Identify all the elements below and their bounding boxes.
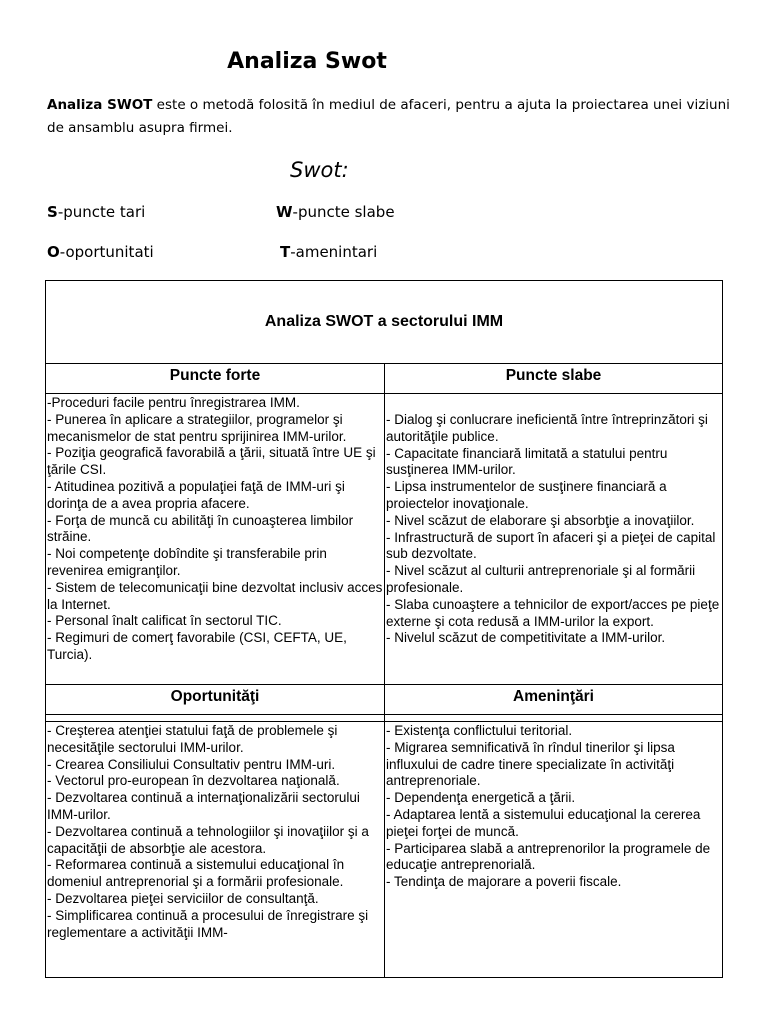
list-item: - Lipsa instrumentelor de susţinere financiară a proiectelor inovaţionale.: [386, 479, 667, 511]
list-item: - Creşterea atenţiei statului faţă de problemele şi necesităţile sectorului IMM-urilor.: [47, 723, 338, 755]
list-item: - Simplificarea continuă a procesului de înregistrare şi reglementare a activităţii IMM-: [47, 907, 369, 940]
list-item: - Participarea slabă a antreprenorilor la programele de educaţie antreprenorială.: [386, 840, 711, 873]
list-item: - Nivelul scăzut de competitivitate a IMM-urilor.: [386, 630, 666, 646]
list-item: - Dezvoltarea pieţei serviciilor de consultanţă.: [47, 890, 319, 906]
legend-w-letter: W: [276, 203, 293, 221]
legend-w-text: -puncte slabe: [292, 203, 395, 221]
list-item: - Crearea Consiliului Consultativ pentru IMM-uri.: [47, 756, 336, 772]
table-title: Analiza SWOT a sectorului IMM: [46, 281, 722, 364]
opportunities-list: [46, 722, 384, 977]
swot-table: [45, 280, 723, 978]
list-item: - Sistem de telecomunicaţii bine dezvoltat inclusiv acces la Internet.: [47, 579, 383, 612]
list-item: -Proceduri facile pentru înregistrarea IMM.: [47, 395, 300, 410]
list-item: - Infrastructură de suport în afaceri şi a pieţei de capital sub dezvoltate.: [386, 529, 716, 562]
content-row-opportunities-threats: [46, 722, 722, 977]
list-item: - Existenţa conflictului teritorial.: [386, 723, 573, 738]
intro-paragraph: [47, 94, 737, 140]
swot-heading: Swot:: [290, 158, 349, 182]
opportunities-header: Oportunităţi: [170, 688, 260, 705]
legend-t-letter: T: [280, 243, 291, 261]
list-item: - Slaba cunoaştere a tehnicilor de export/acces pe pieţe externe şi cota redusă a IMM-urilor la export.: [386, 596, 720, 629]
strengths-list: [46, 394, 384, 684]
list-item: - Regimuri de comerţ favorabile (CSI, CEFTA, UE, Turcia).: [47, 630, 347, 662]
list-item: - Personal înalt calificat în sectorul TIC.: [47, 613, 282, 629]
intro-text: este o metodă folosită în mediul de afaceri, pentru a ajuta la proiectarea unei viziuni de ansamblu asupra firmei.: [47, 97, 730, 136]
content-row-strengths-weaknesses: [46, 394, 722, 685]
legend-strengths: [47, 202, 145, 222]
list-item: - Dialog şi conlucrare ineficientă între întreprinzători şi autorităţile publice.: [386, 412, 708, 444]
legend-threats: [280, 242, 377, 262]
header-row-strengths-weaknesses: [46, 364, 722, 394]
list-item: - Tendinţa de majorare a poverii fiscale.: [386, 874, 622, 890]
list-item: - Punerea în aplicare a strategiilor, programelor şi mecanismelor de stat pentru sprijinirea IMM-urilor.: [47, 411, 347, 444]
weaknesses-header: Puncte slabe: [384, 364, 722, 393]
legend-o-letter: O: [47, 243, 60, 261]
list-item: - Poziţia geografică favorabilă a ţării, situată între UE şi ţările CSI.: [47, 445, 376, 478]
list-item: - Nivel scăzut al culturii antreprenoriale şi al formării profesionale.: [386, 563, 696, 595]
legend-t-text: -amenintari: [290, 243, 378, 261]
list-item: - Capacitate financiară limitată a statului pentru susţinerea IMM-urilor.: [386, 445, 668, 478]
list-item: - Reformarea continuă a sistemului educaţional în domeniul antreprenorial şi a formării profesionale.: [47, 857, 345, 890]
header-row-opportunities-threats: [46, 685, 722, 715]
page-title: Analiza Swot: [227, 49, 387, 74]
spacer-row: [46, 715, 722, 722]
weaknesses-list: [384, 394, 722, 684]
list-item: - Dezvoltarea continuă a tehnologiilor şi inovaţiilor şi a capacităţii de absorbţie ale acestora.: [47, 823, 369, 856]
list-item: - Dezvoltarea continuă a internaţionalizării sectorului IMM-urilor.: [47, 790, 360, 822]
threats-list: [384, 722, 722, 977]
list-item: - Noi competenţe dobîndite şi transferabile prin revenirea emigranţilor.: [47, 546, 327, 578]
list-item: - Nivel scăzut de elaborare şi absorbţie a inovaţiilor.: [386, 512, 695, 528]
legend-s-letter: S: [47, 203, 58, 221]
list-item: - Adaptarea lentă a sistemului educaţional la cererea pieţei forţei de muncă.: [386, 806, 701, 839]
list-item: - Migrarea semnificativă în rîndul tinerilor şi lipsa influxului de cadre tinere specializate în activităţi antreprenoriale.: [386, 739, 675, 789]
list-item: - Forţa de muncă cu abilităţi în cunoaşterea limbilor străine.: [47, 512, 354, 545]
legend-opportunities: [47, 242, 154, 262]
intro-bold: Analiza SWOT: [47, 97, 153, 113]
legend-s-text: -puncte tari: [57, 203, 146, 221]
spacer-cell-left: [46, 715, 384, 721]
list-item: - Dependenţa energetică a ţării.: [386, 790, 576, 806]
list-item: - Atitudinea pozitivă a populaţiei faţă de IMM-uri şi dorinţa de a avea propria afacere.: [47, 478, 345, 511]
legend-o-text: -oportunitati: [59, 243, 154, 261]
legend-weaknesses: [276, 202, 395, 222]
spacer-cell-right: [384, 715, 722, 721]
strengths-header: Puncte forte: [169, 367, 261, 384]
threats-header: Ameninţări: [384, 685, 722, 714]
list-item: - Vectorul pro-european în dezvoltarea naţională.: [47, 773, 340, 789]
